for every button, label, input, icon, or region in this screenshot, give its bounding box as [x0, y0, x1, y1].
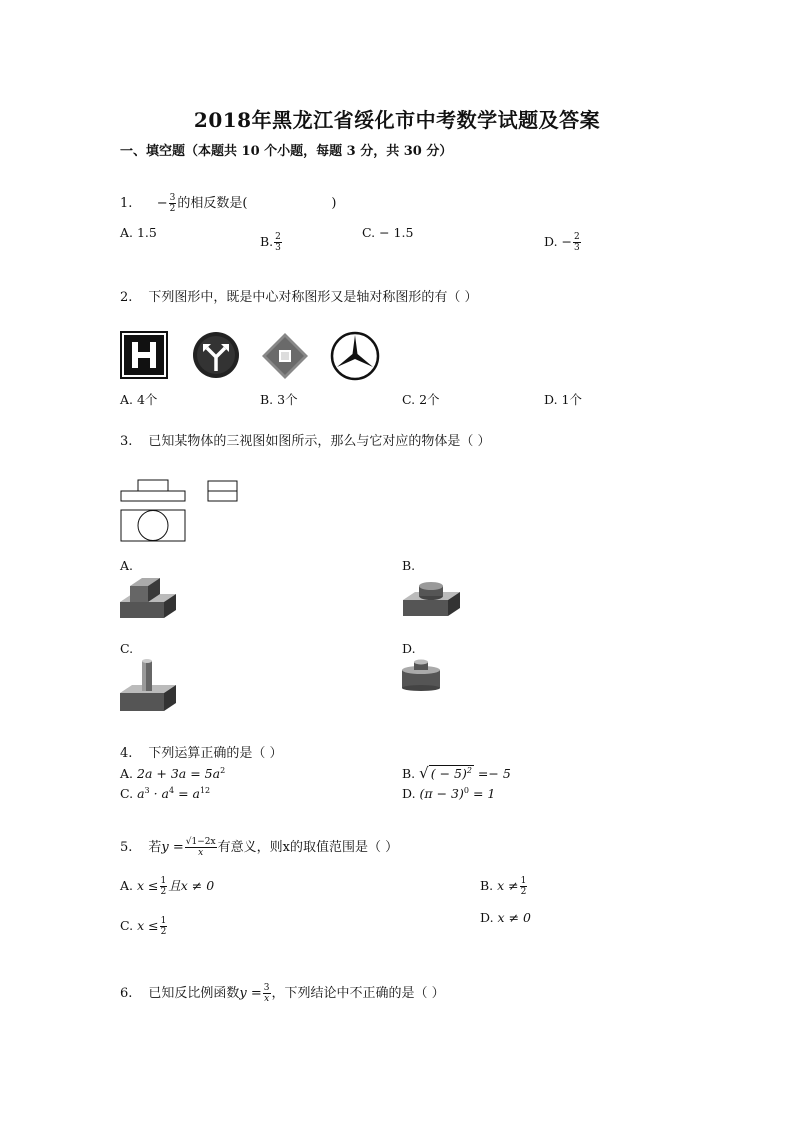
block-with-cylinder-icon — [400, 578, 462, 628]
question-number: 1. — [120, 196, 133, 211]
minus-sign: − — [156, 196, 168, 211]
fork-arrow-sign-icon — [192, 331, 240, 379]
block-with-pillar-icon — [118, 655, 178, 719]
q2-option-a: A. 4个 — [120, 392, 158, 407]
q3-option-a-label: A. — [120, 558, 134, 573]
q5-option-b: B. x ≠ $\frac{1}{2}$ — [480, 876, 527, 897]
question-1: 1. − $\frac{3}{2}$ 的相反数是( ) — [120, 193, 337, 214]
question-5: 5. 若y = $\frac{√1-2x}{x}$ 有意义，则x的取值范围是（ ） — [120, 837, 399, 858]
question-6: 6. 已知反比例函数y = $\frac{3}{x}$ ，下列结论中不正确的是（ ） — [120, 983, 445, 1004]
section-heading: 一、填空题（本题共 10 个小题，每题 3 分，共 30 分） — [120, 144, 453, 159]
question-3 — [120, 430, 491, 449]
question-number: 5. — [120, 840, 133, 855]
question-text: 下列运算正确的是（ ） — [148, 746, 283, 761]
q5-option-a: A. x ≤ $\frac{1}{2}$ 且x ≠ 0 — [120, 876, 215, 897]
q1-option-d: D. − $\frac{2}{3}$ — [544, 232, 580, 253]
question-text: 下列图形中，既是中心对称图形又是轴对称图形的有（ ） — [148, 290, 478, 305]
question-4 — [120, 742, 283, 761]
q3-option-b-label: B. — [402, 558, 416, 573]
q1-option-a: A. 1.5 — [120, 225, 157, 240]
question-text: 已知某物体的三视图如图所示，那么与它对应的物体是（ ） — [148, 434, 491, 449]
mercedes-star-icon — [330, 331, 380, 381]
step-block-icon — [118, 576, 178, 626]
q4-option-d: D. $(\pi - 3)^0 = 1$ — [402, 786, 496, 802]
q4-option-b: B. √ ( − 5)$^2$ =− 5 — [402, 764, 511, 782]
question-number: 4. — [120, 746, 133, 761]
q2-option-d: D. 1个 — [544, 392, 582, 407]
q1-option-b: B. $\frac{2}{3}$ — [260, 232, 281, 253]
fraction: $\frac{3}{2}$ — [169, 193, 176, 214]
question-2 — [120, 286, 478, 305]
rotated-square-icon — [260, 331, 310, 381]
question-number: 3. — [120, 434, 133, 449]
q4-option-c: C. $a^3 \cdot a^4 = a^{12}$ — [120, 786, 211, 802]
q2-option-b: B. 3个 — [260, 392, 298, 407]
q3-option-d-label: D. — [402, 641, 416, 656]
q4-option-a: A. $2a + 3a = 5a^2$ — [120, 766, 226, 782]
q5-option-c: C. x ≤ $\frac{1}{2}$ — [120, 916, 167, 937]
q5-option-d: D. x ≠ 0 — [480, 910, 531, 925]
q2-option-c: C. 2个 — [402, 392, 440, 407]
q1-option-c: C. − 1.5 — [362, 225, 414, 240]
q3-option-c-label: C. — [120, 641, 134, 656]
question-text: 的相反数是( — [177, 196, 248, 211]
stacked-cylinder-icon — [400, 658, 444, 692]
question-number: 2. — [120, 290, 133, 305]
question-number: 6. — [120, 986, 133, 1001]
hospital-sign-icon — [120, 331, 168, 379]
three-view-diagram — [118, 478, 242, 544]
document-title: 2018年黑龙江省绥化市中考数学试题及答案 — [193, 108, 601, 132]
